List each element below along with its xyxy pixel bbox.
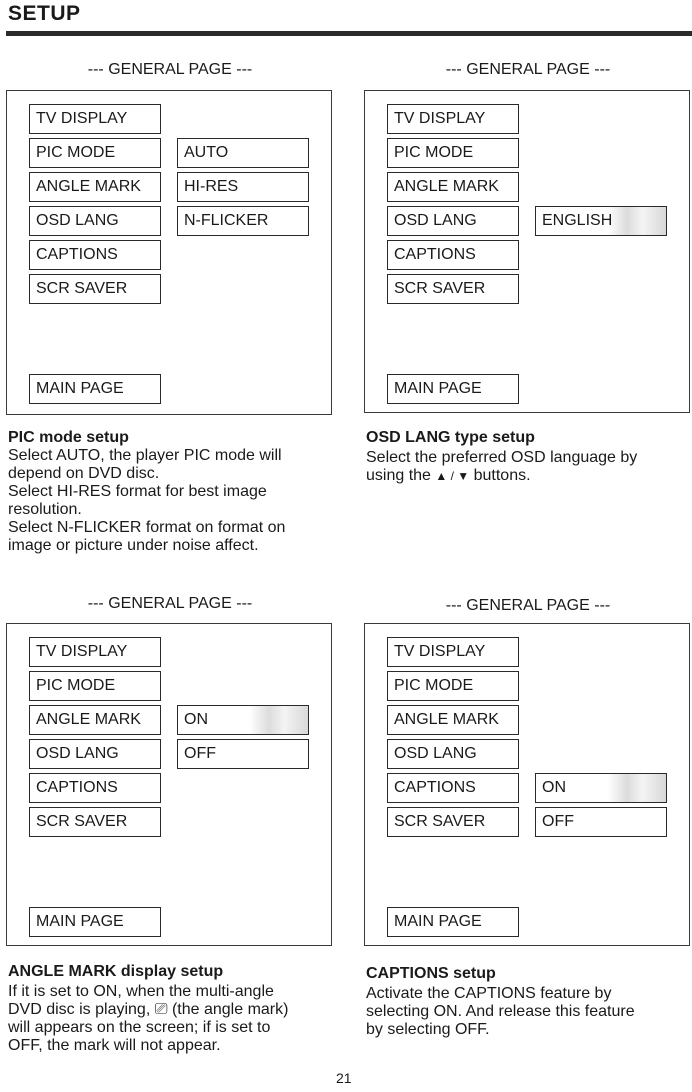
option-off[interactable]: OFF — [535, 807, 667, 837]
menu-item-tv-display[interactable]: TV DISPLAY — [387, 104, 519, 134]
section-heading: OSD LANG type setup — [366, 429, 535, 446]
menu-item-scr-saver[interactable]: SCR SAVER — [387, 274, 519, 304]
menu-panel-angle-mark — [6, 623, 332, 946]
section-heading: CAPTIONS setup — [366, 965, 496, 982]
description-text: Select the preferred OSD language by using the — [366, 449, 638, 484]
option-auto[interactable]: AUTO — [177, 138, 309, 168]
menu-item-scr-saver[interactable]: SCR SAVER — [29, 274, 161, 304]
menu-item-pic-mode[interactable]: PIC MODE — [29, 671, 161, 701]
section-heading: ANGLE MARK display setup — [8, 963, 224, 980]
menu-item-tv-display[interactable]: TV DISPLAY — [387, 637, 519, 667]
menu-item-osd-lang[interactable]: OSD LANG — [29, 206, 161, 236]
menu-panel-osd-lang — [364, 90, 690, 413]
menu-item-osd-lang[interactable]: OSD LANG — [29, 739, 161, 769]
general-page-caption: --- GENERAL PAGE --- — [445, 597, 611, 614]
menu-item-scr-saver[interactable]: SCR SAVER — [387, 807, 519, 837]
general-page-caption: --- GENERAL PAGE --- — [87, 61, 253, 78]
menu-panel-pic-mode — [6, 90, 332, 415]
description-text-end: buttons. — [469, 467, 531, 484]
general-page-caption: --- GENERAL PAGE --- — [87, 595, 253, 612]
menu-item-pic-mode[interactable]: PIC MODE — [387, 138, 519, 168]
option-english[interactable]: ENGLISH — [535, 206, 667, 236]
menu-item-main-page[interactable]: MAIN PAGE — [387, 907, 519, 937]
menu-item-osd-lang[interactable]: OSD LANG — [387, 206, 519, 236]
page-number: 21 — [336, 1070, 352, 1086]
page-title: SETUP — [8, 2, 81, 25]
menu-item-pic-mode[interactable]: PIC MODE — [29, 138, 161, 168]
up-down-arrows-icon: ▲ / ▼ — [435, 469, 470, 483]
option-hi-res[interactable]: HI-RES — [177, 172, 309, 202]
menu-item-pic-mode[interactable]: PIC MODE — [387, 671, 519, 701]
section-description: If it is set to ON, when the multi-angle DVD disc is playing, ⎚ (the angle mark) will appears on the screen; if is set to OFF, the mark will not appear. — [8, 983, 289, 1054]
option-on[interactable]: ON — [177, 705, 309, 735]
menu-item-angle-mark[interactable]: ANGLE MARK — [387, 172, 519, 202]
option-on[interactable]: ON — [535, 773, 667, 803]
menu-panel-captions — [364, 623, 690, 946]
title-rule — [6, 31, 692, 36]
menu-item-scr-saver[interactable]: SCR SAVER — [29, 807, 161, 837]
menu-item-main-page[interactable]: MAIN PAGE — [29, 374, 161, 404]
menu-item-osd-lang[interactable]: OSD LANG — [387, 739, 519, 769]
menu-item-tv-display[interactable]: TV DISPLAY — [29, 104, 161, 134]
menu-item-captions[interactable]: CAPTIONS — [387, 773, 519, 803]
menu-item-captions[interactable]: CAPTIONS — [29, 240, 161, 270]
menu-item-angle-mark[interactable]: ANGLE MARK — [29, 705, 161, 735]
section-description: Activate the CAPTIONS feature by selecting ON. And release this feature by selecting OFF. — [366, 985, 635, 1038]
menu-item-captions[interactable]: CAPTIONS — [387, 240, 519, 270]
menu-item-captions[interactable]: CAPTIONS — [29, 773, 161, 803]
section-description: Select AUTO, the player PIC mode will depend on DVD disc. Select HI-RES format for best image resolution. Select N-FLICKER format on format on image or picture under noise affect. — [8, 447, 286, 554]
option-n-flicker[interactable]: N-FLICKER — [177, 206, 309, 236]
menu-item-tv-display[interactable]: TV DISPLAY — [29, 637, 161, 667]
section-heading: PIC mode setup — [8, 429, 129, 446]
menu-item-angle-mark[interactable]: ANGLE MARK — [29, 172, 161, 202]
general-page-caption: --- GENERAL PAGE --- — [445, 61, 611, 78]
section-description — [366, 449, 688, 485]
option-off[interactable]: OFF — [177, 739, 309, 769]
menu-item-main-page[interactable]: MAIN PAGE — [387, 374, 519, 404]
menu-item-main-page[interactable]: MAIN PAGE — [29, 907, 161, 937]
menu-item-angle-mark[interactable]: ANGLE MARK — [387, 705, 519, 735]
